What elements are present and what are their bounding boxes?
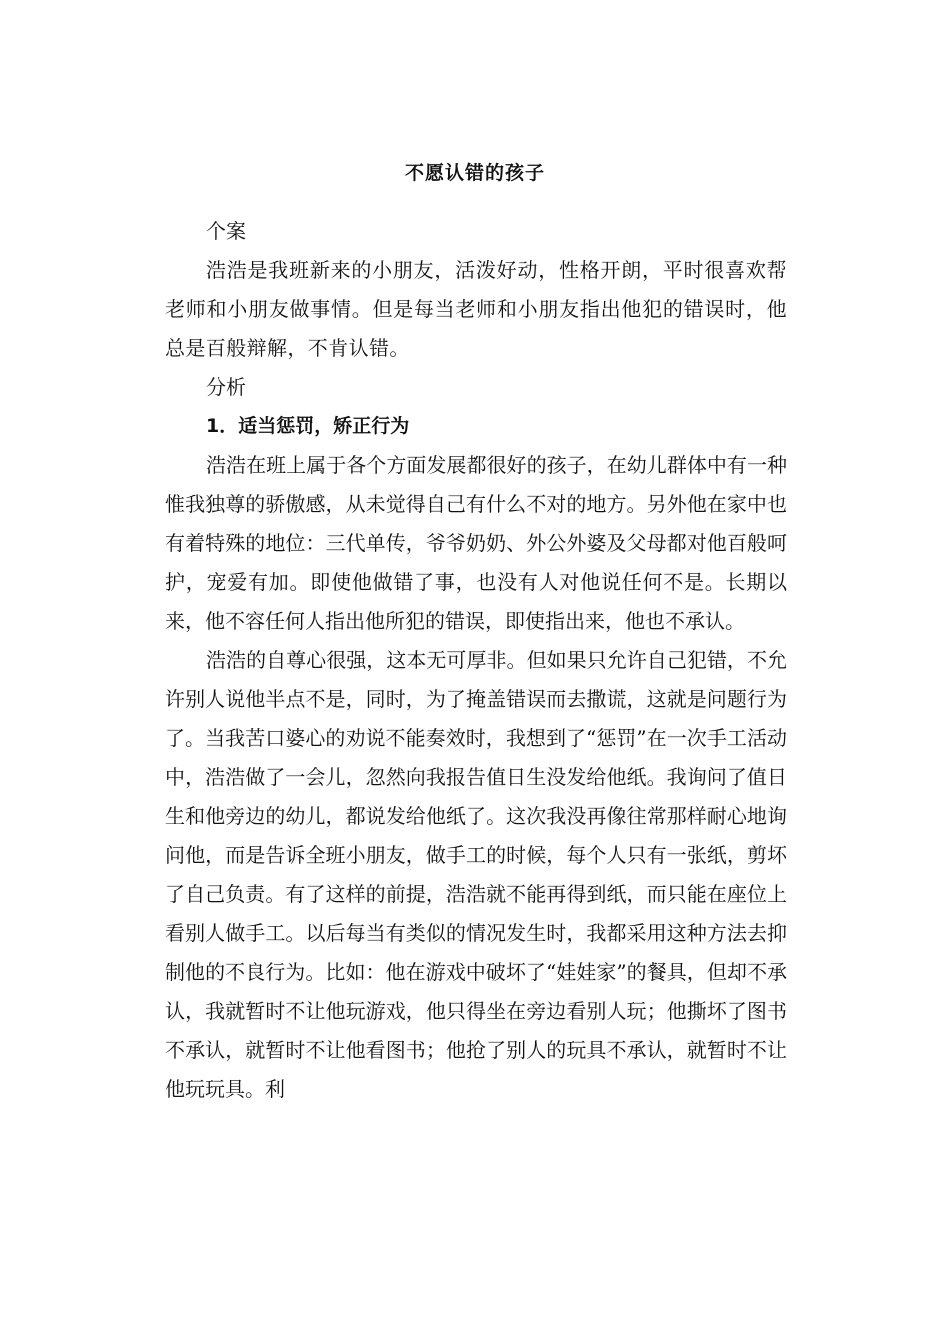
document-title: 不愿认错的孩子 [404, 162, 545, 184]
section-heading-1: 1．适当惩罚，矫正行为 [206, 415, 410, 437]
section-label-analysis: 分析 [206, 375, 246, 399]
section-label-case: 个案 [206, 219, 246, 243]
analysis-paragraph-2: 浩浩的自尊心很强，这本无可厚非。但如果只允许自己犯错，不允许别人说他半点不是，同时，为了掩盖错误而去撒谎，这就是问题行为了。当我苦口婆心的劝说不能奏效时，我想到了“惩罚”在一次手工活动中，浩浩做了一会儿，忽然向我报告值日生没发给他纸。我询问了值日生和他旁边的幼儿，都说发给他纸了。这次我没再像往常那样耐心地询问他，而是告诉全班小朋友，做手工的时候，每个人只有一张纸，剪坏了自己负责。有了这样的前提，浩浩就不能再得到纸，而只能在座位上看别人做手工。以后每当有类似的情况发生时，我都采用这种方法去抑制他的不良行为。比如：他在游戏中破坏了“娃娃家”的餐具，但却不承认，我就暂时不让他玩游戏，他只得坐在旁边看别人玩；他撕坏了图书不承认，就暂时不让他看图书；他抢了别人的玩具不承认，就暂时不让他玩玩具。利 [165, 648, 787, 1101]
case-paragraph: 浩浩是我班新来的小朋友，活泼好动，性格开朗，平时很喜欢帮老师和小朋友做事情。但是每当老师和小朋友指出他犯的错误时，他总是百般辩解，不肯认错。 [165, 258, 787, 360]
document-body [165, 212, 787, 1109]
analysis-paragraph-1: 浩浩在班上属于各个方面发展都很好的孩子，在幼儿群体中有一种惟我独尊的骄傲感，从未觉得自己有什么不对的地方。另外他在家中也有着特殊的地位：三代单传，爷爷奶奶、外公外婆及父母都对他百般呵护，宠爱有加。即使他做错了事，也没有人对他说任何不是。长期以来，他不容任何人指出他所犯的错误，即使指出来，他也不承认。 [165, 453, 787, 633]
